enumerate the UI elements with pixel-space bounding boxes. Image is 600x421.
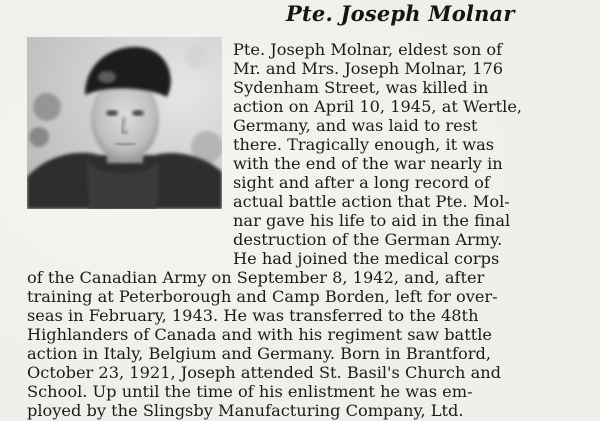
body-line: ployed by the Slingsby Manufacturing Company, Ltd.	[27, 401, 464, 420]
body-line: action in Italy, Belgium and Germany. Born in Brantford,	[27, 344, 492, 363]
body-line: October 23, 1921, Joseph attended St. Basil's Church and	[27, 363, 502, 382]
body-line: Highlanders of Canada and with his regiment saw battle	[27, 325, 492, 344]
body-line: with the end of the war nearly in	[233, 154, 503, 173]
body-line: training at Peterborough and Camp Borden, left for over-	[27, 287, 498, 306]
body-line: action on April 10, 1945, at Wertle,	[233, 97, 523, 116]
body-line: Sydenham Street, was killed in	[233, 78, 489, 97]
body-line: He had joined the medical corps	[233, 249, 500, 268]
body-line: destruction of the German Army.	[233, 230, 503, 249]
body-line: sight and after a long record of	[233, 173, 490, 192]
body-line: actual battle action that Pte. Mol-	[233, 192, 510, 211]
article-title: Pte. Joseph Molnar	[286, 1, 515, 26]
body-line: nar gave his life to aid in the final	[233, 211, 511, 230]
body-line: seas in February, 1943. He was transferred to the 48th	[27, 306, 479, 325]
body-line: School. Up until the time of his enlistment he was em-	[27, 382, 473, 401]
body-line: of the Canadian Army on September 8, 1942, and, after	[27, 268, 485, 287]
body-line: Pte. Joseph Molnar, eldest son of	[233, 40, 503, 59]
body-line: Germany, and was laid to rest	[233, 116, 478, 135]
body-line: Mr. and Mrs. Joseph Molnar, 176	[233, 59, 504, 78]
body-line: there. Tragically enough, it was	[233, 135, 495, 154]
